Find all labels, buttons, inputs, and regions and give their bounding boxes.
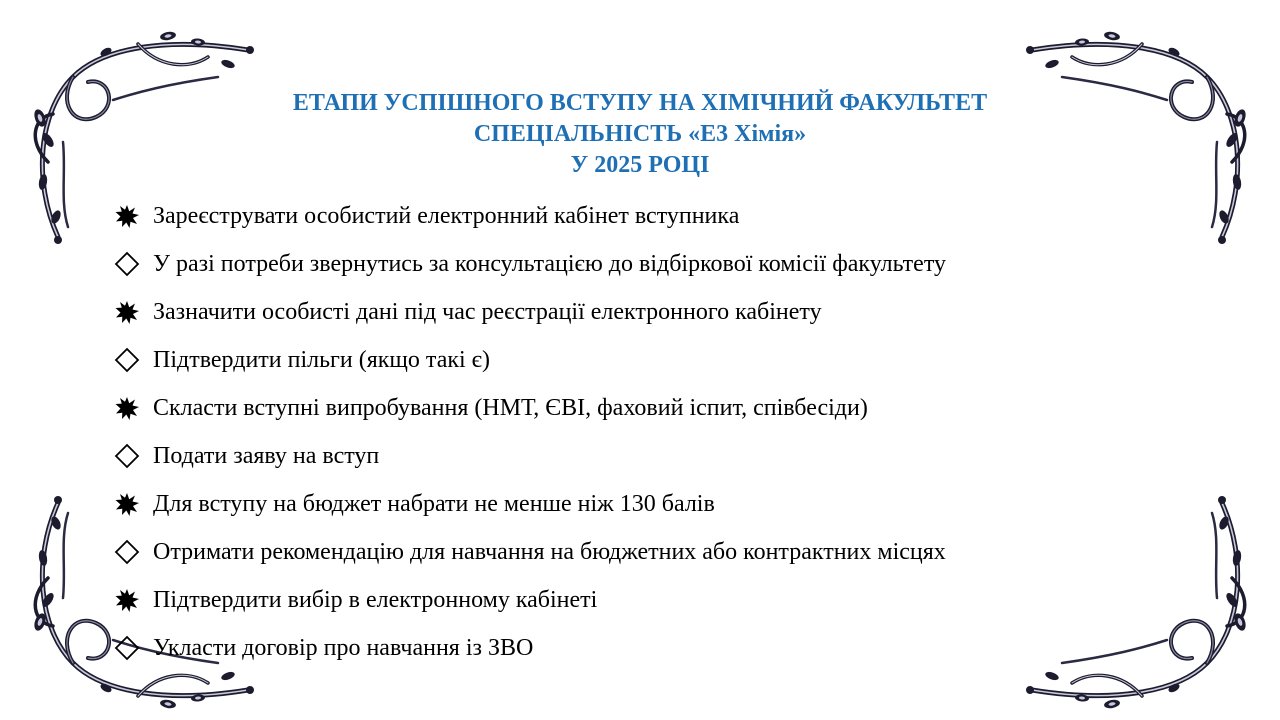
splat-icon (114, 299, 140, 325)
step-text: У разі потреби звернутись за консультацією до відбіркової комісії факультету (153, 250, 946, 277)
diamond-icon (114, 635, 140, 661)
step-text: Зазначити особисті дані під час реєстрації електронного кабінету (153, 298, 822, 325)
list-item (114, 576, 1074, 624)
list-item (114, 288, 1074, 336)
step-text: Отримати рекомендацію для навчання на бюджетних або контрактних місцях (153, 538, 946, 565)
step-text: Подати заяву на вступ (153, 442, 380, 469)
title-line-2: СПЕЦІАЛЬНІСТЬ «Е3 Хімія» (473, 121, 807, 147)
diamond-icon (114, 347, 140, 373)
step-text: Скласти вступні випробування (НМТ, ЄВІ, фаховий іспит, співбесіди) (153, 394, 868, 421)
slide-title (0, 88, 1280, 181)
splat-icon (114, 395, 140, 421)
diamond-icon (114, 251, 140, 277)
list-item (114, 384, 1074, 432)
splat-icon (114, 203, 140, 229)
splat-icon (114, 491, 140, 517)
list-item (114, 192, 1074, 240)
list-item (114, 480, 1074, 528)
steps-list (114, 192, 1074, 672)
diamond-icon (114, 443, 140, 469)
list-item (114, 240, 1074, 288)
step-text: Укласти договір про навчання із ЗВО (153, 634, 534, 661)
step-text: Для вступу на бюджет набрати не менше ніж 130 балів (153, 490, 715, 517)
diamond-icon (114, 539, 140, 565)
step-text: Підтвердити пільги (якщо такі є) (153, 346, 490, 373)
list-item (114, 432, 1074, 480)
list-item (114, 336, 1074, 384)
list-item (114, 624, 1074, 672)
title-line-3: У 2025 РОЦІ (570, 152, 710, 178)
splat-icon (114, 587, 140, 613)
list-item (114, 528, 1074, 576)
step-text: Підтвердити вибір в електронному кабінеті (153, 586, 598, 613)
title-line-1: ЕТАПИ УСПІШНОГО ВСТУПУ НА ХІМІЧНИЙ ФАКУЛЬТЕТ (292, 90, 988, 116)
step-text: Зареєструвати особистий електронний кабінет вступника (153, 202, 740, 229)
